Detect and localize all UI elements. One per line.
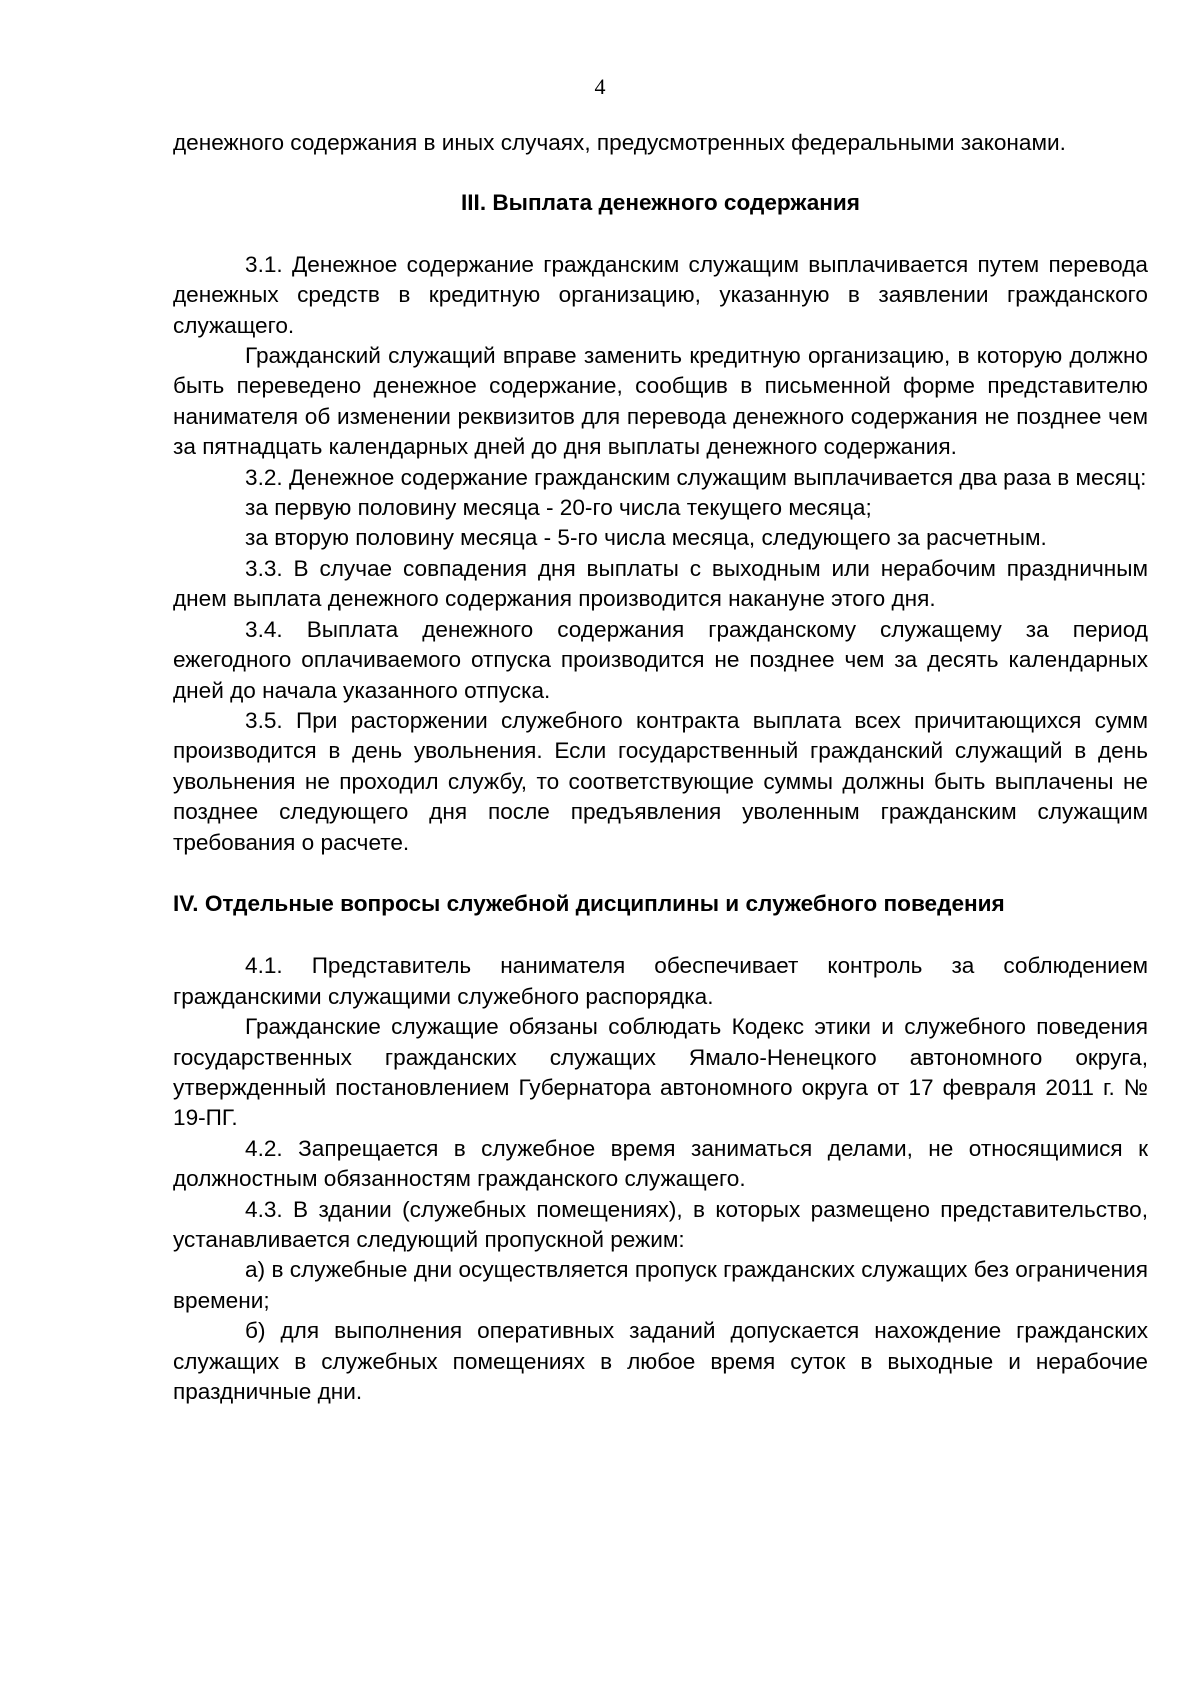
document-body <box>173 128 1148 1407</box>
section-3-heading: III. Выплата денежного содержания <box>460 190 860 216</box>
intro-paragraph: денежного содержания в иных случаях, предусмотренных федеральными законами. <box>173 130 1066 155</box>
paragraph-3-4: 3.4. Выплата денежного содержания гражданскому служащему за период ежегодного оплачиваемого отпуска производится не позднее чем за десять календарных дней до начала указанного отпуска. <box>173 616 1148 703</box>
paragraph-3-2: 3.2. Денежное содержание гражданским служащим выплачивается два раза в месяц: <box>245 464 1147 490</box>
paragraph-4-1: 4.1. Представитель нанимателя обеспечивает контроль за соблюдением гражданскими служащими служебного распорядка. <box>173 953 1148 1009</box>
paragraph-3-1: 3.1. Денежное содержание гражданским служащим выплачивается путем перевода денежных средств в кредитную организацию, указанную в заявлении гражданского служащего. <box>173 251 1148 338</box>
paragraph-4-3-b: б) для выполнения оперативных заданий допускается нахождение гражданских служащих в служебных помещениях в любое время суток в выходные и нерабочие праздничные дни. <box>173 1318 1148 1405</box>
paragraph-3-2-first-half: за первую половину месяца - 20-го числа текущего месяца; <box>245 495 872 521</box>
paragraph-3-2-second-half: за вторую половину месяца - 5-го числа месяца, следующего за расчетным. <box>245 525 1047 551</box>
paragraph-3-5: 3.5. При расторжении служебного контракта выплата всех причитающихся сумм производится в день увольнения. Если государственный гражданский служащий в день увольнения не проходил службу, то соответствующие суммы должны быть выплачены не позднее следующего дня после предъявления уволенным гражданским служащим требования о расчете. <box>173 707 1148 855</box>
paragraph-4-3: 4.3. В здании (служебных помещениях), в которых размещено представительство, устанавливается следующий пропускной режим: <box>173 1196 1148 1252</box>
page-number: 4 <box>594 74 606 99</box>
paragraph-4-3-a: а) в служебные дни осуществляется пропуск гражданских служащих без ограничения времени; <box>173 1257 1148 1313</box>
paragraph-3-3: 3.3. В случае совпадения дня выплаты с выходным или нерабочим праздничным днем выплата денежного содержания производится накануне этого дня. <box>173 555 1148 612</box>
paragraph-3-1-change-bank: Гражданский служащий вправе заменить кредитную организацию, в которую должно быть переведено денежное содержание, сообщив в письменной форме представителю нанимателя об изменении реквизитов для перевода денежного содержания не позднее чем за пятнадцать календарных дней до дня выплаты денежного содержания. <box>173 343 1148 460</box>
section-4-heading: IV. Отдельные вопросы служебной дисциплины и служебного поведения <box>173 890 1005 916</box>
paragraph-4-1-ethics-code: Гражданские служащие обязаны соблюдать Кодекс этики и служебного поведения государственных гражданских служащих Ямало-Ненецкого автономного округа, утвержденный постановлением Губернатора автономного округа от 17 февраля 2011 г. № 19-ПГ. <box>173 1014 1148 1131</box>
paragraph-4-2: 4.2. Запрещается в служебное время заниматься делами, не относящимися к должностным обязанностям гражданского служащего. <box>173 1135 1148 1192</box>
